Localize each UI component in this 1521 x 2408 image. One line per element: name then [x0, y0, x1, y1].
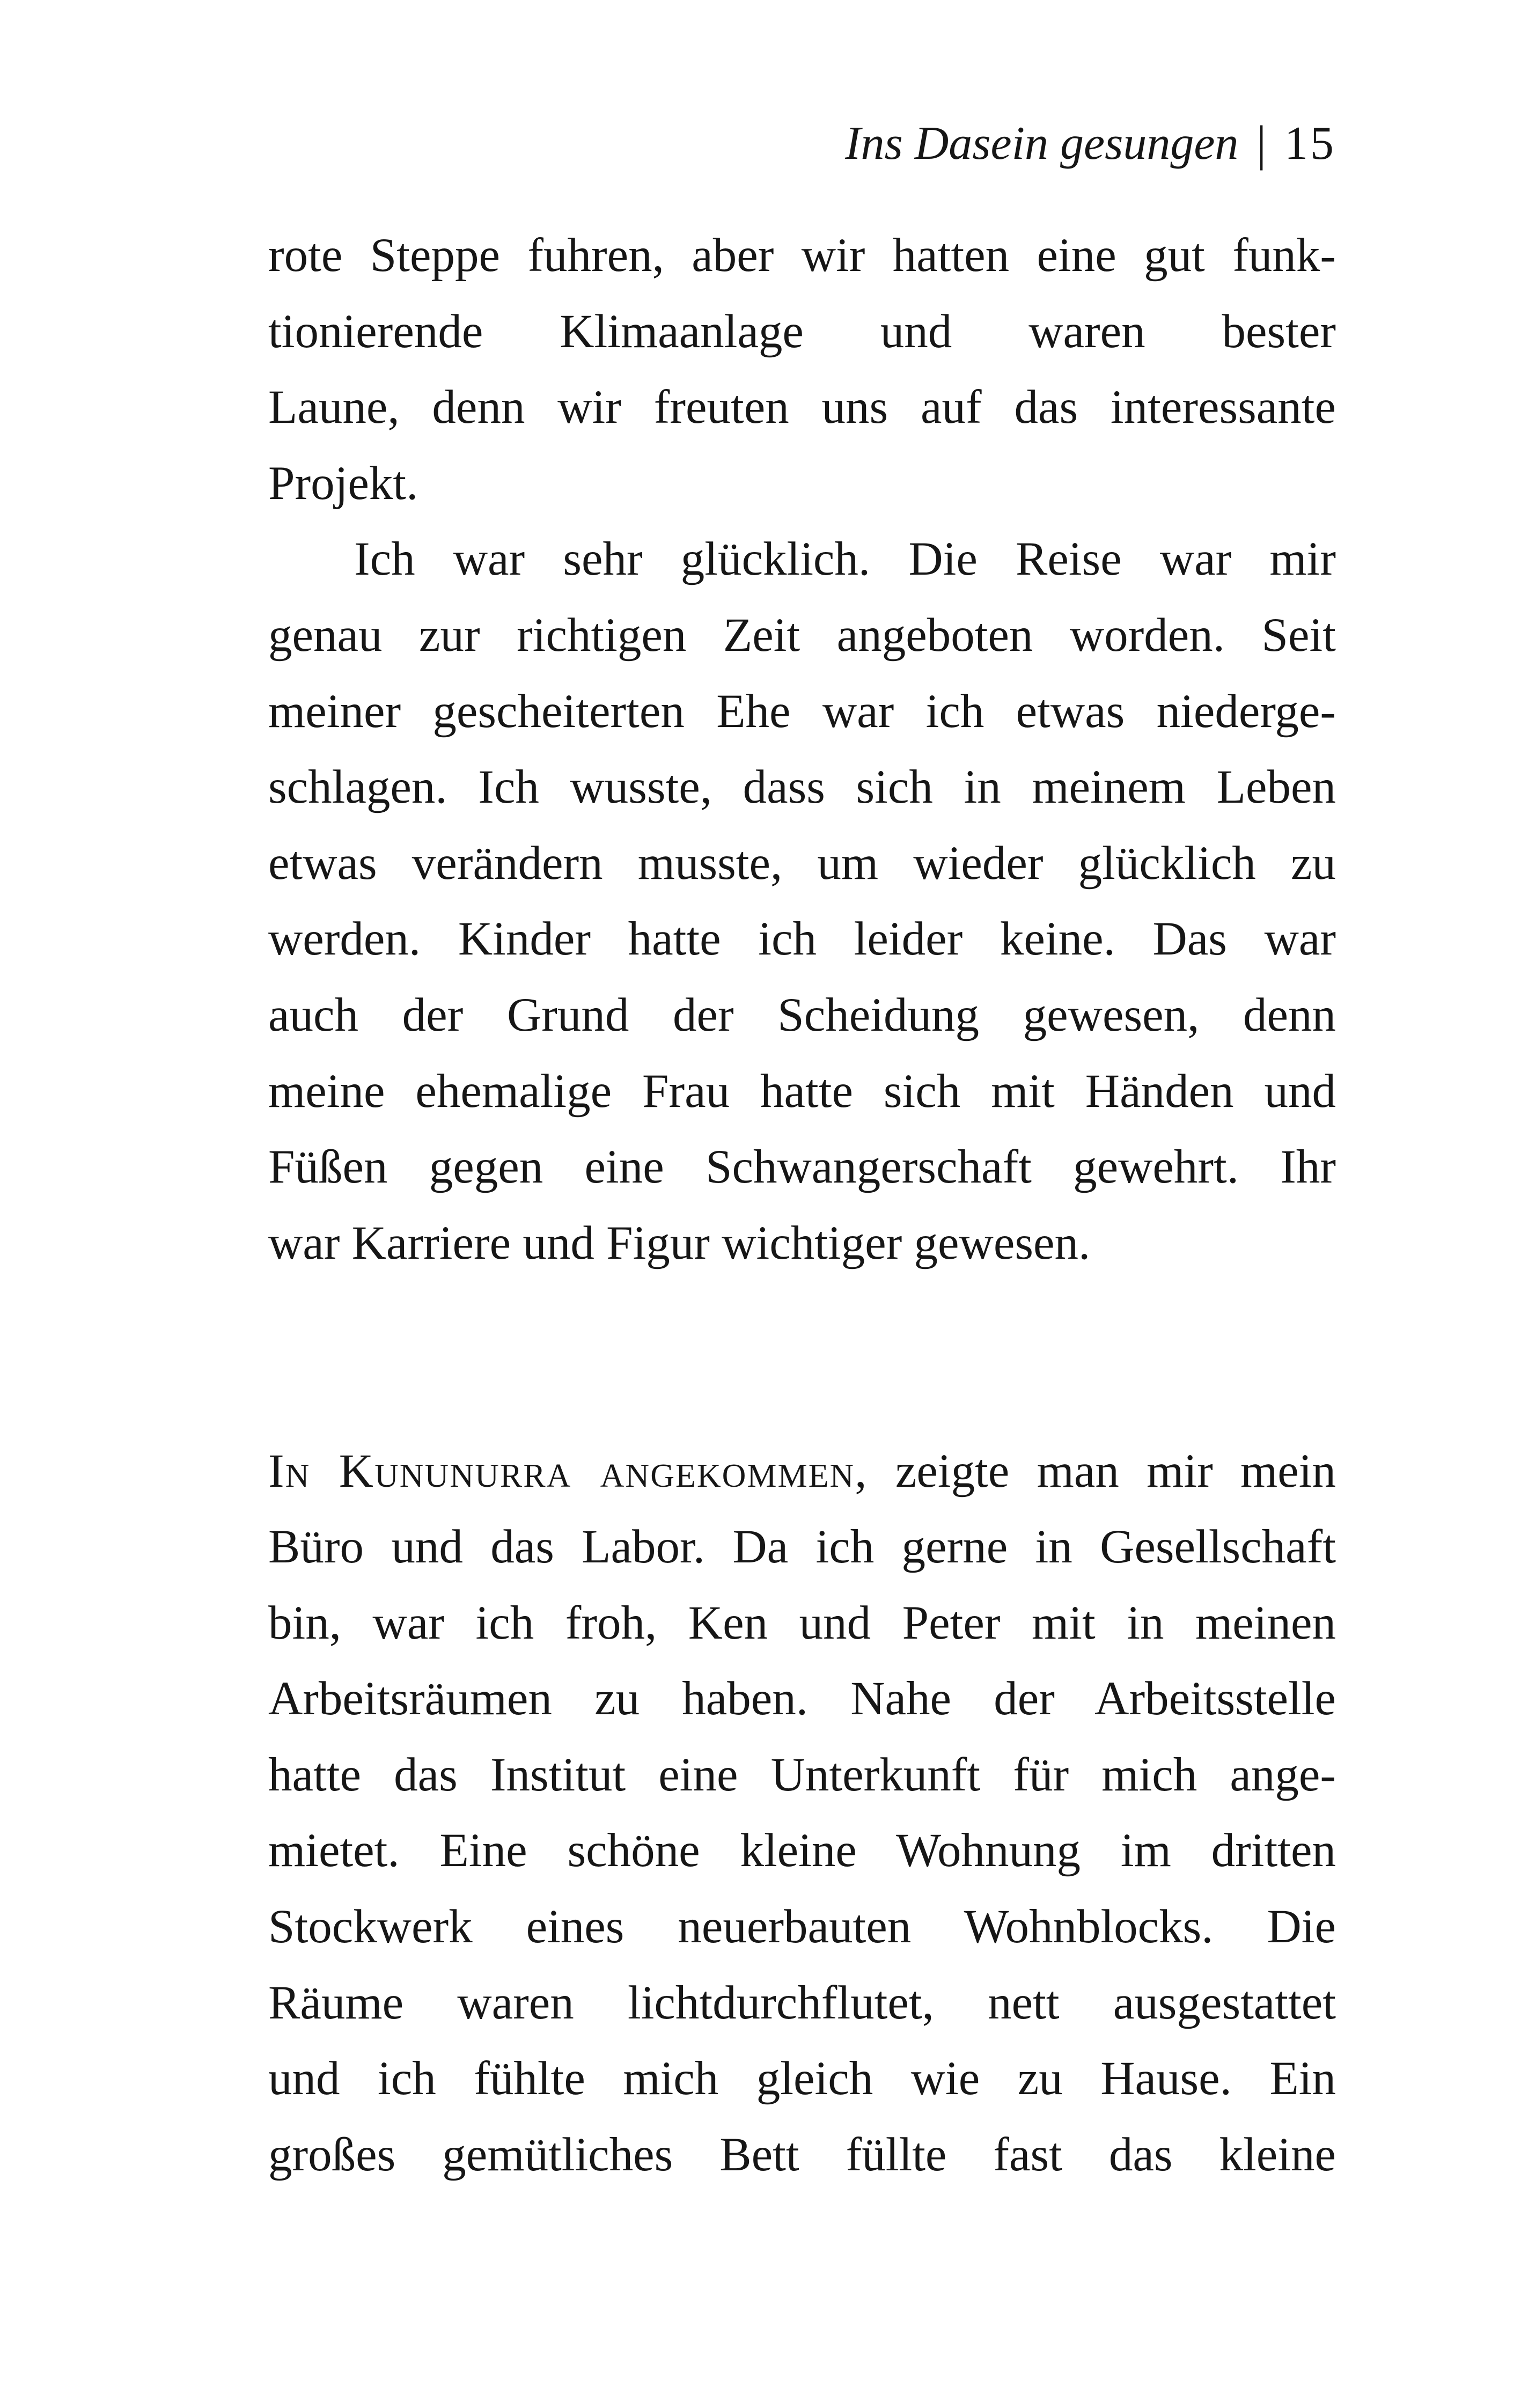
- text-line: etwas verändern musste, um wieder glücklich zu: [268, 836, 1336, 890]
- text-line: Stockwerk eines neuerbauten Wohnblocks. Die: [268, 1900, 1336, 1954]
- running-head: [268, 106, 1336, 182]
- text-line: schlagen. Ich wusste, dass sich in meinem Leben: [268, 761, 1336, 814]
- section-opener-smallcaps: In Kununurra angekommen,: [268, 1444, 868, 1497]
- text-line: tionierende Klimaanlage und waren bester: [268, 305, 1336, 358]
- text-line: genau zur richtigen Zeit angeboten worden. Seit: [268, 608, 1336, 662]
- text-line: meine ehemalige Frau hatte sich mit Händen und: [268, 1064, 1336, 1118]
- text-line: großes gemütliches Bett füllte fast das kleine: [268, 2128, 1336, 2181]
- page-number: 15: [1284, 118, 1336, 170]
- text-line: Ich war sehr glücklich. Die Reise war mir: [354, 533, 1336, 586]
- text-line: Laune, denn wir freuten uns auf das interessante: [268, 381, 1336, 434]
- text-line: bin, war ich froh, Ken und Peter mit in meinen: [268, 1596, 1336, 1649]
- paragraph-new-section: [268, 1434, 1336, 2193]
- running-head-title: Ins Dasein gesungen: [845, 118, 1239, 170]
- paragraph-indented: [268, 522, 1336, 1281]
- text-line: meiner gescheiterten Ehe war ich etwas niederge-: [268, 685, 1336, 738]
- text-line: Räume waren lichtdurchflutet, nett ausgestattet: [268, 1976, 1336, 2029]
- text-line: Füßen gegen eine Schwangerschaft gewehrt. Ihr: [268, 1141, 1336, 1194]
- text-line: Projekt.: [268, 457, 418, 510]
- text-block: [268, 218, 1336, 2193]
- text-line: hatte das Institut eine Unterkunft für mich ange-: [268, 1748, 1336, 1801]
- text-line: werden. Kinder hatte ich leider keine. Das war: [268, 913, 1336, 966]
- text-line: mietet. Eine schöne kleine Wohnung im dritten: [268, 1824, 1336, 1877]
- text-line: und ich fühlte mich gleich wie zu Hause. Ein: [268, 2052, 1336, 2105]
- text-line: rote Steppe fuhren, aber wir hatten eine gut funk-: [268, 229, 1336, 282]
- paragraph-continuation: [268, 218, 1336, 522]
- text-line: In Kununurra angekommen, zeigte man mir mein: [268, 1444, 1336, 1497]
- text-line: auch der Grund der Scheidung gewesen, denn: [268, 988, 1336, 1041]
- text-line: Arbeitsräumen zu haben. Nahe der Arbeitsstelle: [268, 1672, 1336, 1726]
- running-head-separator: |: [1257, 116, 1266, 171]
- text-line: Büro und das Labor. Da ich gerne in Gesellschaft: [268, 1521, 1336, 1574]
- text-line: war Karriere und Figur wichtiger gewesen.: [268, 1216, 1091, 1269]
